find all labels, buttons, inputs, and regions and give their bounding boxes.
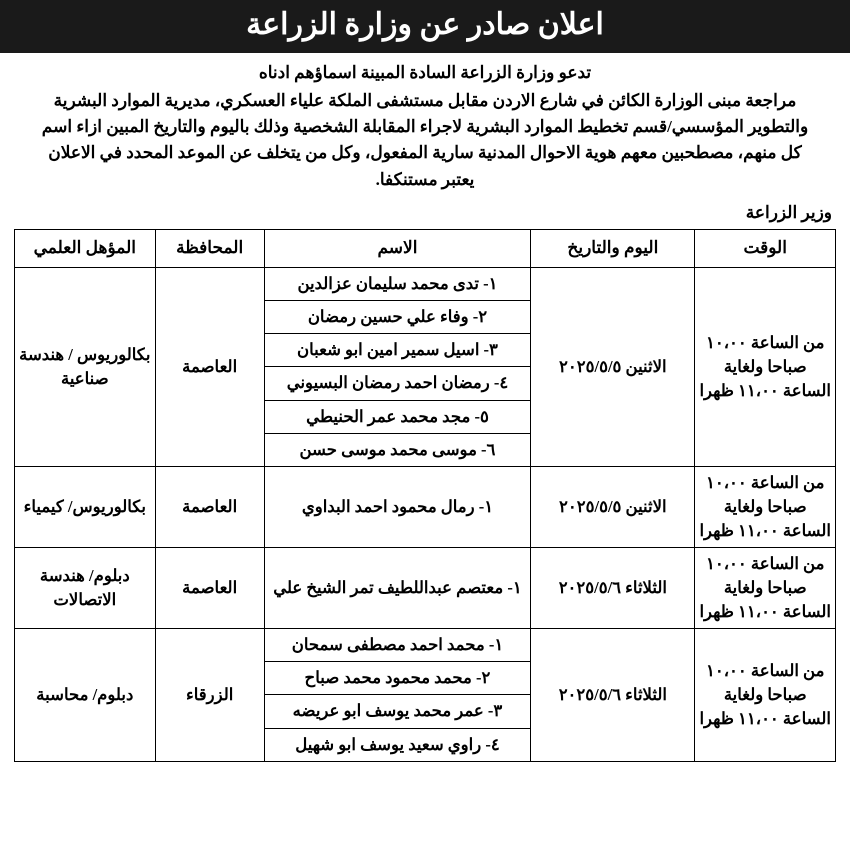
list-item (265, 367, 531, 400)
cell-date: الاثنين ٢٠٢٥/٥/٥ (531, 267, 695, 467)
cell-governorate: الزرقاء (155, 628, 264, 761)
cell-qualification: بكالوريوس/ كيمياء (15, 467, 156, 548)
table-row (15, 547, 836, 628)
names-list (265, 268, 531, 467)
names-list (265, 629, 531, 761)
names-list (265, 491, 531, 523)
column-header-qualification: المؤهل العلمي (15, 229, 156, 267)
cell-time: من الساعة ١٠،٠٠ صباحا ولغاية الساعة ١١،٠٠ ظهرا (695, 267, 836, 467)
list-item (265, 629, 531, 662)
candidate-name: ٣- اسيل سمير امين ابو شعبان (265, 334, 531, 367)
candidate-name: ٤- رمضان احمد رمضان البسيوني (265, 367, 531, 400)
paragraph-line-1: مراجعة مبنى الوزارة الكائن في شارع الاردن مقابل مستشفى الملكة علياء العسكري، مديرية الموارد البشرية (53, 90, 797, 110)
cell-names (264, 547, 531, 628)
cell-time: من الساعة ١٠،٠٠ صباحا ولغاية الساعة ١١،٠٠ ظهرا (695, 547, 836, 628)
cell-qualification: دبلوم/ هندسة الاتصالات (15, 547, 156, 628)
list-item (265, 728, 531, 761)
table-body (15, 267, 836, 761)
column-header-date: اليوم والتاريخ (531, 229, 695, 267)
candidate-name: ١- رمال محمود احمد البداوي (301, 496, 494, 516)
list-item (265, 334, 531, 367)
list-item (265, 268, 531, 301)
intro-line: تدعو وزارة الزراعة السادة المبينة اسماؤهم ادناه (258, 62, 592, 82)
list-item (265, 491, 531, 523)
list-item (265, 572, 531, 604)
list-item (265, 695, 531, 728)
list-item (265, 433, 531, 466)
cell-date: الاثنين ٢٠٢٥/٥/٥ (531, 467, 695, 548)
paragraph-line-2: والتطوير المؤسسي/قسم تخطيط الموارد البشرية لاجراء المقابلة الشخصية وذلك باليوم والتاريخ المبين ازاء اسم (41, 116, 809, 136)
candidate-name: ٢- وفاء علي حسين رمضان (265, 300, 531, 333)
paragraph-line-3: كل منهم، مصطحبين معهم هوية الاحوال المدنية سارية المفعول، وكل من يتخلف عن الموعد المحدد في الاعلان (48, 143, 802, 163)
candidate-name: ١- تدى محمد سليمان عزالدين (265, 268, 531, 301)
column-header-governorate: المحافظة (155, 229, 264, 267)
list-item (265, 400, 531, 433)
table-row (15, 267, 836, 467)
signature-line: وزير الزراعة (745, 202, 832, 222)
candidate-name: ٦- موسى محمد موسى حسن (299, 439, 496, 459)
cell-governorate: العاصمة (155, 467, 264, 548)
cell-names (264, 467, 531, 548)
column-header-time: الوقت (695, 229, 836, 267)
cell-date: الثلاثاء ٢٠٢٥/٥/٦ (531, 628, 695, 761)
table-header-row (15, 229, 836, 267)
cell-time: من الساعة ١٠،٠٠ صباحا ولغاية الساعة ١١،٠٠ ظهرا (695, 628, 836, 761)
cell-qualification: دبلوم/ محاسبة (15, 628, 156, 761)
cell-qualification: بكالوريوس / هندسة صناعية (15, 267, 156, 467)
cell-date: الثلاثاء ٢٠٢٥/٥/٦ (531, 547, 695, 628)
candidate-name: ١- معتصم عبداللطيف تمر الشيخ علي (273, 577, 522, 597)
candidate-name: ٣- عمر محمد يوسف ابو عريضه (265, 695, 531, 728)
page-title: اعلان صادر عن وزارة الزراعة (246, 8, 604, 41)
paragraph-line-4: يعتبر مستنكفا. (375, 169, 475, 189)
table-header (15, 229, 836, 267)
cell-names (264, 267, 531, 467)
list-item (265, 662, 531, 695)
candidate-name: ١- محمد احمد مصطفى سمحان (265, 629, 531, 662)
document-body (0, 62, 850, 762)
column-header-name: الاسم (264, 229, 531, 267)
announcement-paragraph (16, 88, 834, 193)
cell-governorate: العاصمة (155, 547, 264, 628)
cell-governorate: العاصمة (155, 267, 264, 467)
list-item (265, 300, 531, 333)
table-row (15, 467, 836, 548)
announcement-header-band (0, 0, 850, 53)
candidates-table (14, 229, 836, 762)
candidate-name: ٤- راوي سعيد يوسف ابو شهيل (295, 734, 500, 754)
table-row (15, 628, 836, 761)
cell-names (264, 628, 531, 761)
candidate-name: ٢- محمد محمود محمد صباح (265, 662, 531, 695)
names-list (265, 572, 531, 604)
cell-time: من الساعة ١٠،٠٠ صباحا ولغاية الساعة ١١،٠٠ ظهرا (695, 467, 836, 548)
candidate-name: ٥- مجد محمد عمر الحنيطي (265, 400, 531, 433)
